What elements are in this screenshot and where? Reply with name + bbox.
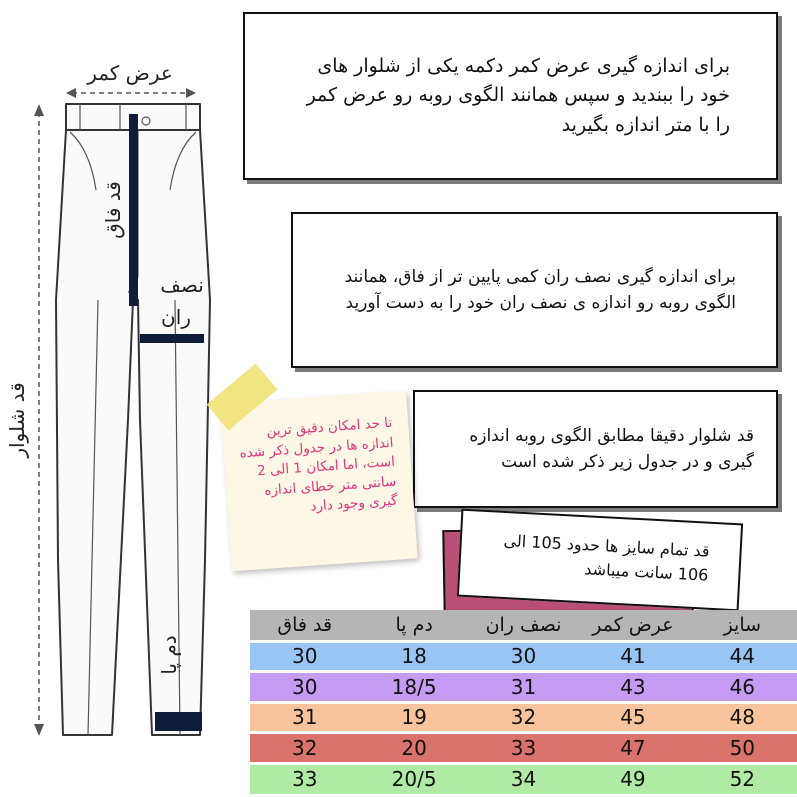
half-thigh-label-1: نصف xyxy=(160,273,204,297)
header-size: سایز xyxy=(688,610,797,641)
pants-length-label: قد شلوار xyxy=(5,382,29,458)
table-row xyxy=(250,702,797,733)
size-table xyxy=(250,610,797,794)
header-hem: دم پا xyxy=(359,610,468,641)
cell-rise: 30 xyxy=(250,641,359,672)
cell-waist-width: 47 xyxy=(578,733,687,764)
cell-half-thigh: 34 xyxy=(469,763,578,794)
length-instructions-text: قد شلوار دقیقا مطابق الگوی روبه اندازه گیری و در جدول زیر ذکر شده است xyxy=(469,425,754,472)
cell-size: 46 xyxy=(688,672,797,703)
cell-rise: 32 xyxy=(250,733,359,764)
table-header-row xyxy=(250,610,797,641)
rise-label: قد فاق xyxy=(101,181,125,239)
cell-waist-width: 49 xyxy=(578,763,687,794)
waist-instructions-box xyxy=(243,12,778,180)
all-sizes-text: قد تمام سایز ها حدود 105 الی 106 سانت میباشد xyxy=(503,530,711,585)
waist-instructions-text: برای اندازه گیری عرض کمر دکمه یکی از شلوار های خود را ببندید و سپس همانند الگوی روبه رو عرض کمر را با متر اندازه بگیرید xyxy=(306,54,730,136)
length-instructions-box xyxy=(413,390,778,508)
table-row xyxy=(250,672,797,703)
hem-band xyxy=(155,712,202,731)
cell-half-thigh: 30 xyxy=(469,641,578,672)
cell-waist-width: 43 xyxy=(578,672,687,703)
sticky-note-text: تا حد امکان دقیق ترین اندازه ها در جدول ذکر شده است، اما امکان 1 الی 2 سانتی متر خطای اندازه گیری وجود دارد xyxy=(239,414,399,515)
header-waist-width: عرض کمر xyxy=(578,610,687,641)
table-row xyxy=(250,641,797,672)
hem-label: دم پا xyxy=(157,635,181,675)
cell-waist-width: 41 xyxy=(578,641,687,672)
cell-half-thigh: 33 xyxy=(469,733,578,764)
cell-hem: 20/5 xyxy=(359,763,468,794)
half-thigh-band xyxy=(140,334,204,343)
pants-length-arrow xyxy=(34,104,44,736)
waist-width-label: عرض کمر xyxy=(87,61,173,85)
header-half-thigh: نصف ران xyxy=(469,610,578,641)
cell-rise: 30 xyxy=(250,672,359,703)
cell-hem: 19 xyxy=(359,702,468,733)
cell-half-thigh: 31 xyxy=(469,672,578,703)
cell-hem: 20 xyxy=(359,733,468,764)
header-rise: قد فاق xyxy=(250,610,359,641)
all-sizes-note xyxy=(457,509,743,612)
waist-width-arrow xyxy=(66,88,196,98)
cell-size: 48 xyxy=(688,702,797,733)
cell-size: 50 xyxy=(688,733,797,764)
table-row xyxy=(250,733,797,764)
cell-rise: 33 xyxy=(250,763,359,794)
thigh-instructions-text: برای اندازه گیری نصف ران کمی پایین تر از فاق، همانند الگوی روبه رو اندازه ی نصف ران خود را به دست آورید xyxy=(344,266,736,313)
thigh-instructions-box xyxy=(291,212,778,368)
table-row xyxy=(250,763,797,794)
cell-size: 52 xyxy=(688,763,797,794)
cell-hem: 18/5 xyxy=(359,672,468,703)
sticky-note xyxy=(220,391,417,572)
cell-size: 44 xyxy=(688,641,797,672)
cell-rise: 31 xyxy=(250,702,359,733)
cell-half-thigh: 32 xyxy=(469,702,578,733)
cell-waist-width: 45 xyxy=(578,702,687,733)
half-thigh-label-2: ران xyxy=(161,305,191,329)
rise-measure-band xyxy=(129,114,138,306)
cell-hem: 18 xyxy=(359,641,468,672)
